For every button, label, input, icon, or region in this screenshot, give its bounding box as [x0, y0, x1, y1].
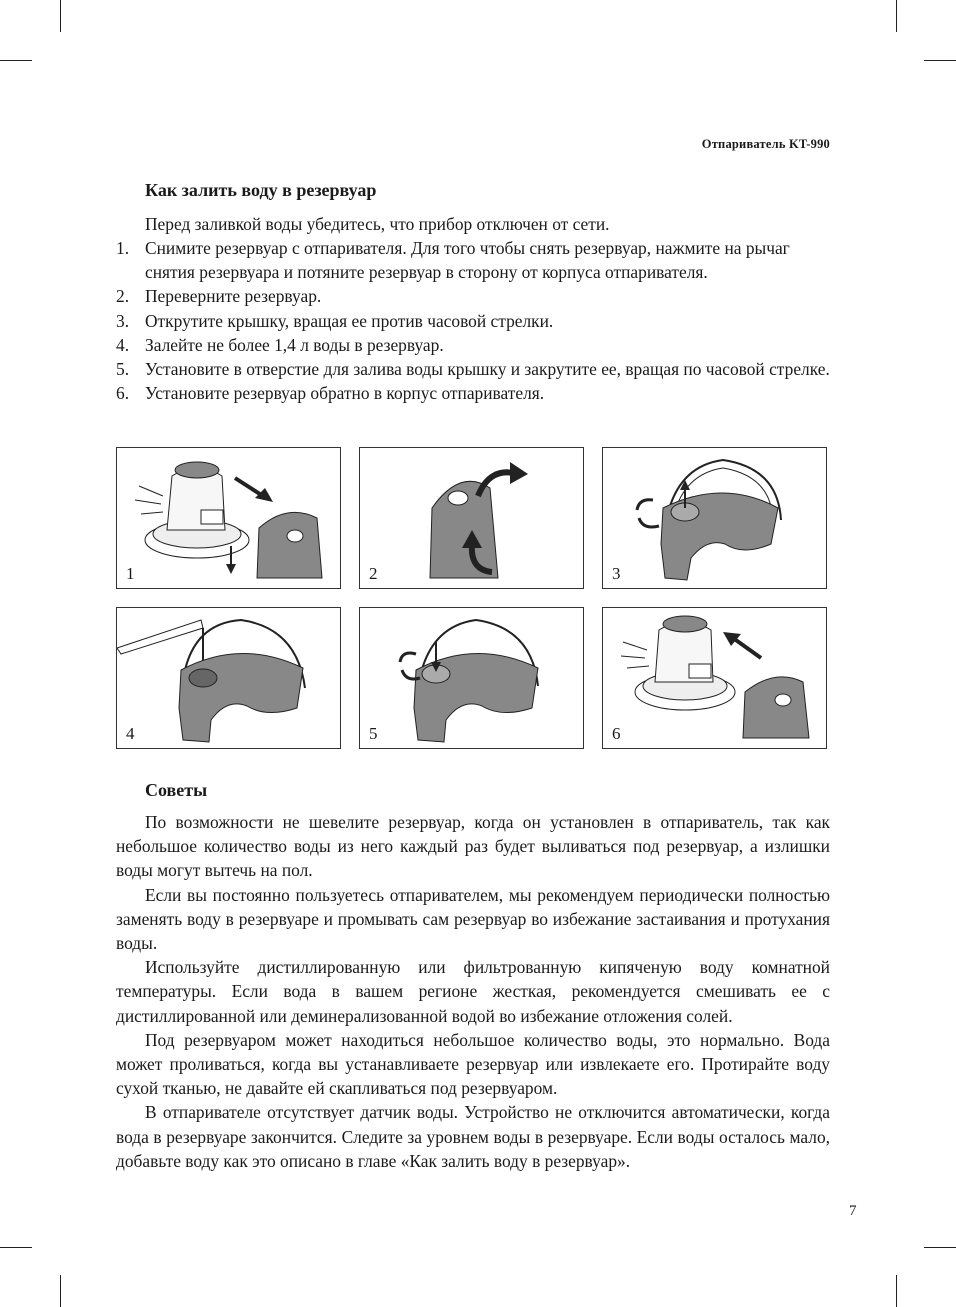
section-heading-tips: Советы	[145, 780, 208, 800]
tip-paragraph: Под резервуаром может находиться небольшое количество воды, это нормально. Вода может проливаться, когда вы устанавливаете резервуар или извлекаете его. Протирайте воду сухой тканью, не давайте ей скапливаться под резервуаром.	[116, 1029, 830, 1099]
figure-label: 3	[612, 564, 621, 583]
page-number: 7	[849, 1203, 857, 1219]
tip-paragraph: Если вы постоянно пользуетесь отпаривателем, мы рекомендуем периодически полностью заменять воду в резервуаре и промывать сам резервуар во избежание застаивания и протухания воды.	[116, 884, 830, 954]
figure-label: 4	[126, 724, 135, 743]
step-item: 5. Установите в отверстие для залива воды крышку и закрутите ее, вращая по часовой стрелке.	[116, 359, 830, 380]
tips-text	[116, 810, 830, 1173]
figure-6-reinstall-tank	[602, 607, 827, 749]
figure-5-screw-cap	[359, 607, 584, 749]
intro-text: Перед заливкой воды убедитесь, что прибор отключен от сети.	[145, 214, 610, 234]
figure-3-unscrew-cap	[602, 447, 827, 589]
step-item: 4. Залейте не более 1,4 л воды в резервуар.	[116, 334, 444, 355]
crop-mark	[896, 1275, 897, 1307]
crop-mark	[924, 60, 956, 61]
figure-label: 1	[126, 564, 135, 583]
crop-mark	[60, 0, 61, 32]
figure-1-remove-tank	[116, 447, 341, 589]
figure-label: 6	[612, 724, 621, 743]
crop-mark	[0, 1247, 32, 1248]
figure-label: 5	[369, 724, 378, 743]
figure-4-fill-water	[116, 607, 341, 749]
step-item: 1. Снимите резервуар с отпаривателя. Для того чтобы снять резервуар, нажмите на рычаг снятия резервуара и потяните резервуар в сторону от корпуса отпаривателя.	[116, 238, 790, 283]
figure-label: 2	[369, 564, 378, 583]
tip-paragraph: В отпаривателе отсутствует датчик воды. Устройство не отключится автоматически, когда вода в резервуаре закончится. Следите за уровнем воды в резервуаре. Если воды осталось мало, добавьте воду как это описано в главе «Как залить воду в резервуар».	[116, 1102, 830, 1171]
crop-mark	[60, 1275, 61, 1307]
step-item: 6. Установите резервуар обратно в корпус отпаривателя.	[116, 383, 545, 404]
section-heading-fill-water: Как залить воду в резервуар	[145, 180, 377, 200]
step-item: 3. Открутите крышку, вращая ее против часовой стрелки.	[116, 310, 554, 331]
tip-paragraph: По возможности не шевелите резервуар, когда он установлен в отпариватель, так как небольшое количество воды из него каждый раз будет выливаться под резервуар, а излишки воды могут вытечь на пол.	[116, 812, 830, 881]
running-header: Отпариватель KT-990	[701, 137, 830, 151]
tip-paragraph: Используйте дистиллированную или фильтрованную кипяченую воду комнатной температуры. Если вода в вашем регионе жесткая, рекомендуется смешивать ее с дистиллированной или деминерализованной водой во избежание отложения солей.	[116, 957, 830, 1026]
step-item: 2. Переверните резервуар.	[116, 286, 322, 307]
crop-mark	[896, 0, 897, 32]
steps-list	[116, 236, 830, 405]
crop-mark	[924, 1247, 956, 1248]
crop-mark	[0, 60, 32, 61]
figure-2-flip-tank	[359, 447, 584, 589]
